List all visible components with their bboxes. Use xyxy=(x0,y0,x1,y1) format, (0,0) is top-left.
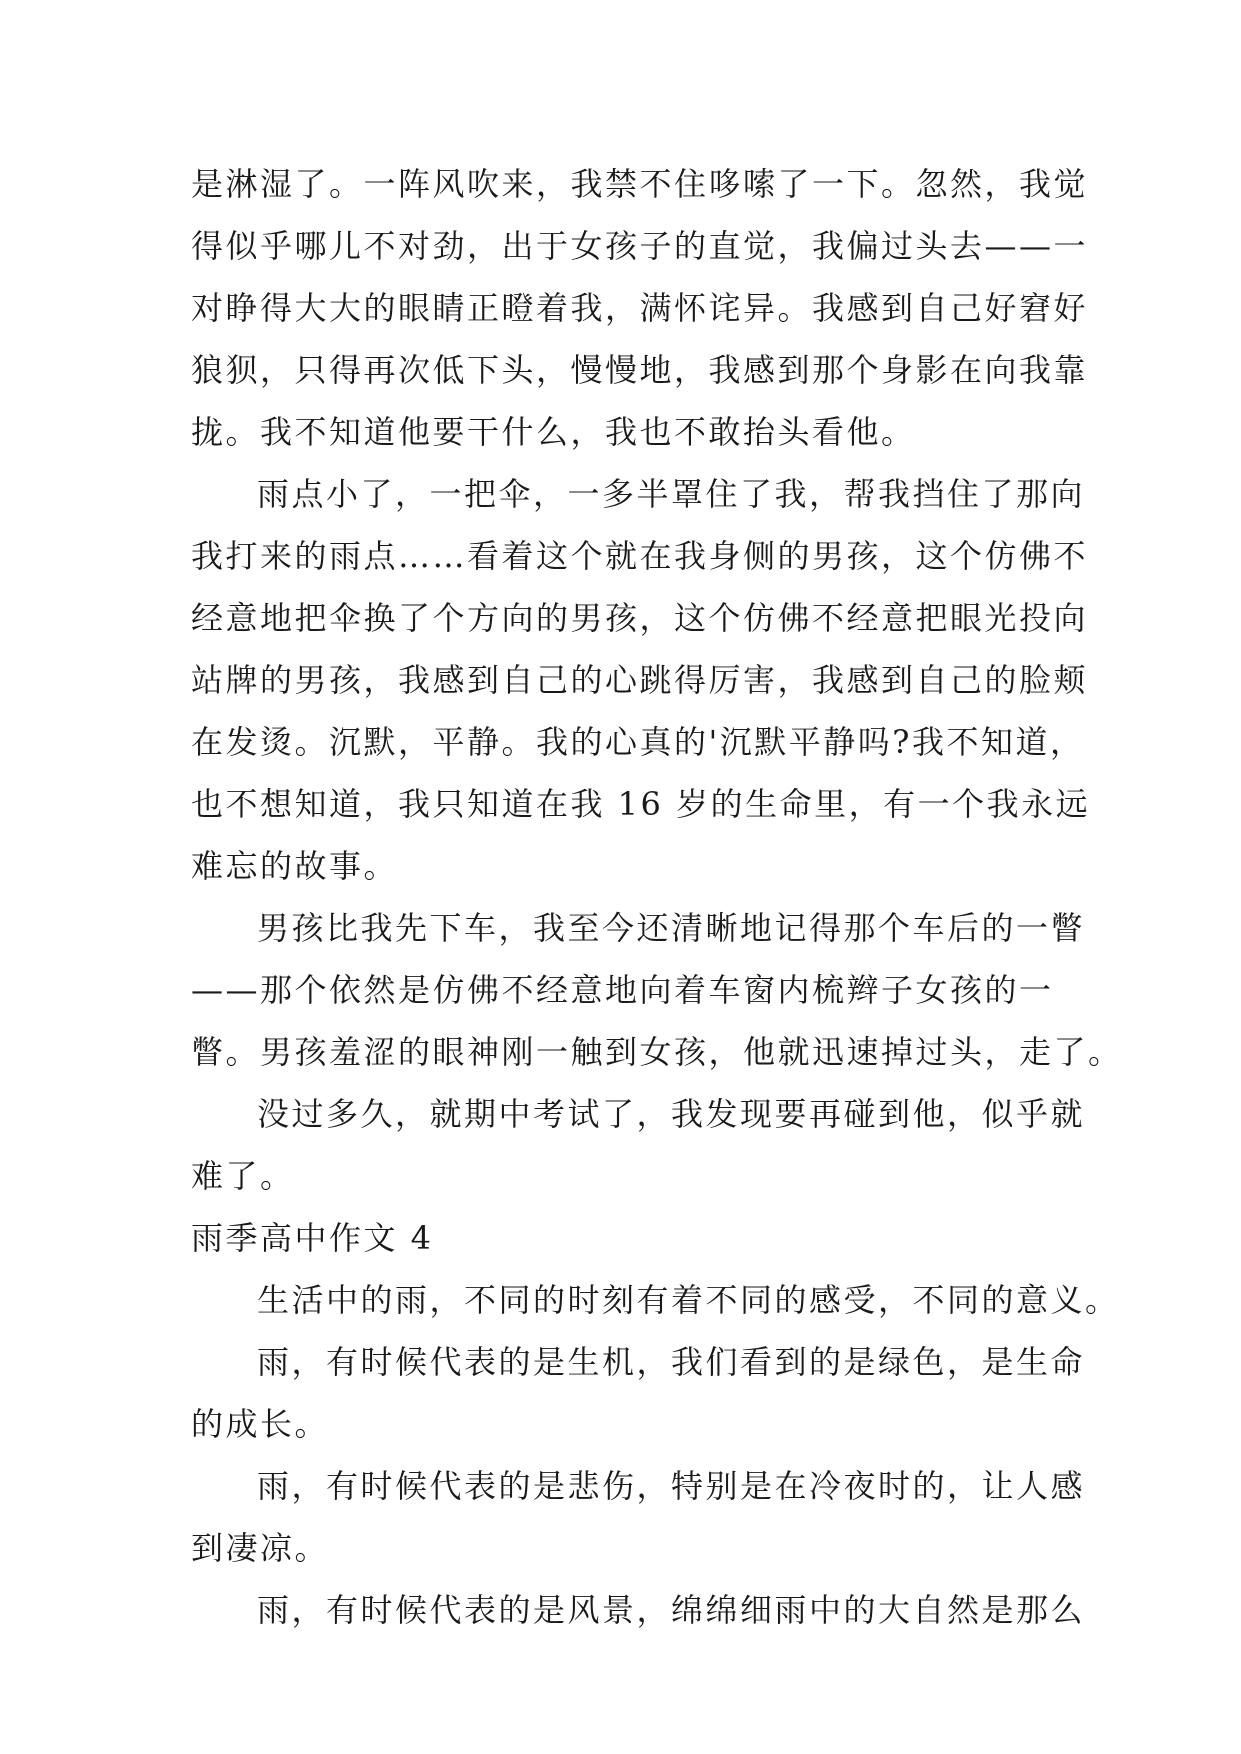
text-line: ——那个依然是仿佛不经意地向着车窗内梳辫子女孩的一 xyxy=(191,971,1054,1009)
text-line: 到凄凉。 xyxy=(191,1529,330,1567)
paragraph-first-line: 没过多久，就期中考试了，我发现要再碰到他，似乎就 xyxy=(257,1095,1086,1133)
text-line: 的成长。 xyxy=(191,1405,330,1443)
text-line: 经意地把伞换了个方向的男孩，这个仿佛不经意把眼光投向 xyxy=(191,599,1089,637)
paragraph-first-line: 雨，有时候代表的是生机，我们看到的是绿色，是生命 xyxy=(257,1343,1086,1381)
text-line: 也不想知道，我只知道在我 16 岁的生命里，有一个我永远 xyxy=(191,785,1091,823)
text-line: 得似乎哪儿不对劲，出于女孩子的直觉，我偏过头去——一 xyxy=(191,227,1089,265)
text-line: 在发烫。沉默，平静。我的心真的'沉默平静吗?我不知道， xyxy=(191,723,1085,761)
paragraph-first-line: 雨，有时候代表的是风景，绵绵细雨中的大自然是那么 xyxy=(257,1591,1086,1629)
text-line: 拢。我不知道他要干什么，我也不敢抬头看他。 xyxy=(191,413,916,451)
text-line: 站牌的男孩，我感到自己的心跳得厉害，我感到自己的脸颊 xyxy=(191,661,1089,699)
text-line: 狼狈，只得再次低下头，慢慢地，我感到那个身影在向我靠 xyxy=(191,351,1089,389)
text-line: 瞥。男孩羞涩的眼神刚一触到女孩，他就迅速掉过头，走了。 xyxy=(191,1033,1123,1071)
text-line: 对睁得大大的眼睛正瞪着我，满怀诧异。我感到自己好窘好 xyxy=(191,289,1089,327)
text-line: 是淋湿了。一阵风吹来，我禁不住哆嗦了一下。忽然，我觉 xyxy=(191,165,1089,203)
section-heading: 雨季高中作文 4 xyxy=(191,1219,434,1257)
paragraph-first-line: 雨，有时候代表的是悲伤，特别是在冷夜时的，让人感 xyxy=(257,1467,1086,1505)
paragraph-first-line: 生活中的雨，不同的时刻有着不同的感受，不同的意义。 xyxy=(257,1281,1120,1319)
text-line: 难忘的故事。 xyxy=(191,847,399,885)
document-body xyxy=(191,153,1123,1641)
text-line: 我打来的雨点……看着这个就在我身侧的男孩，这个仿佛不 xyxy=(191,537,1089,575)
text-line: 难了。 xyxy=(191,1157,295,1195)
paragraph-first-line: 男孩比我先下车，我至今还清晰地记得那个车后的一瞥 xyxy=(257,909,1086,947)
paragraph-first-line: 雨点小了，一把伞，一多半罩住了我，帮我挡住了那向 xyxy=(257,475,1086,513)
